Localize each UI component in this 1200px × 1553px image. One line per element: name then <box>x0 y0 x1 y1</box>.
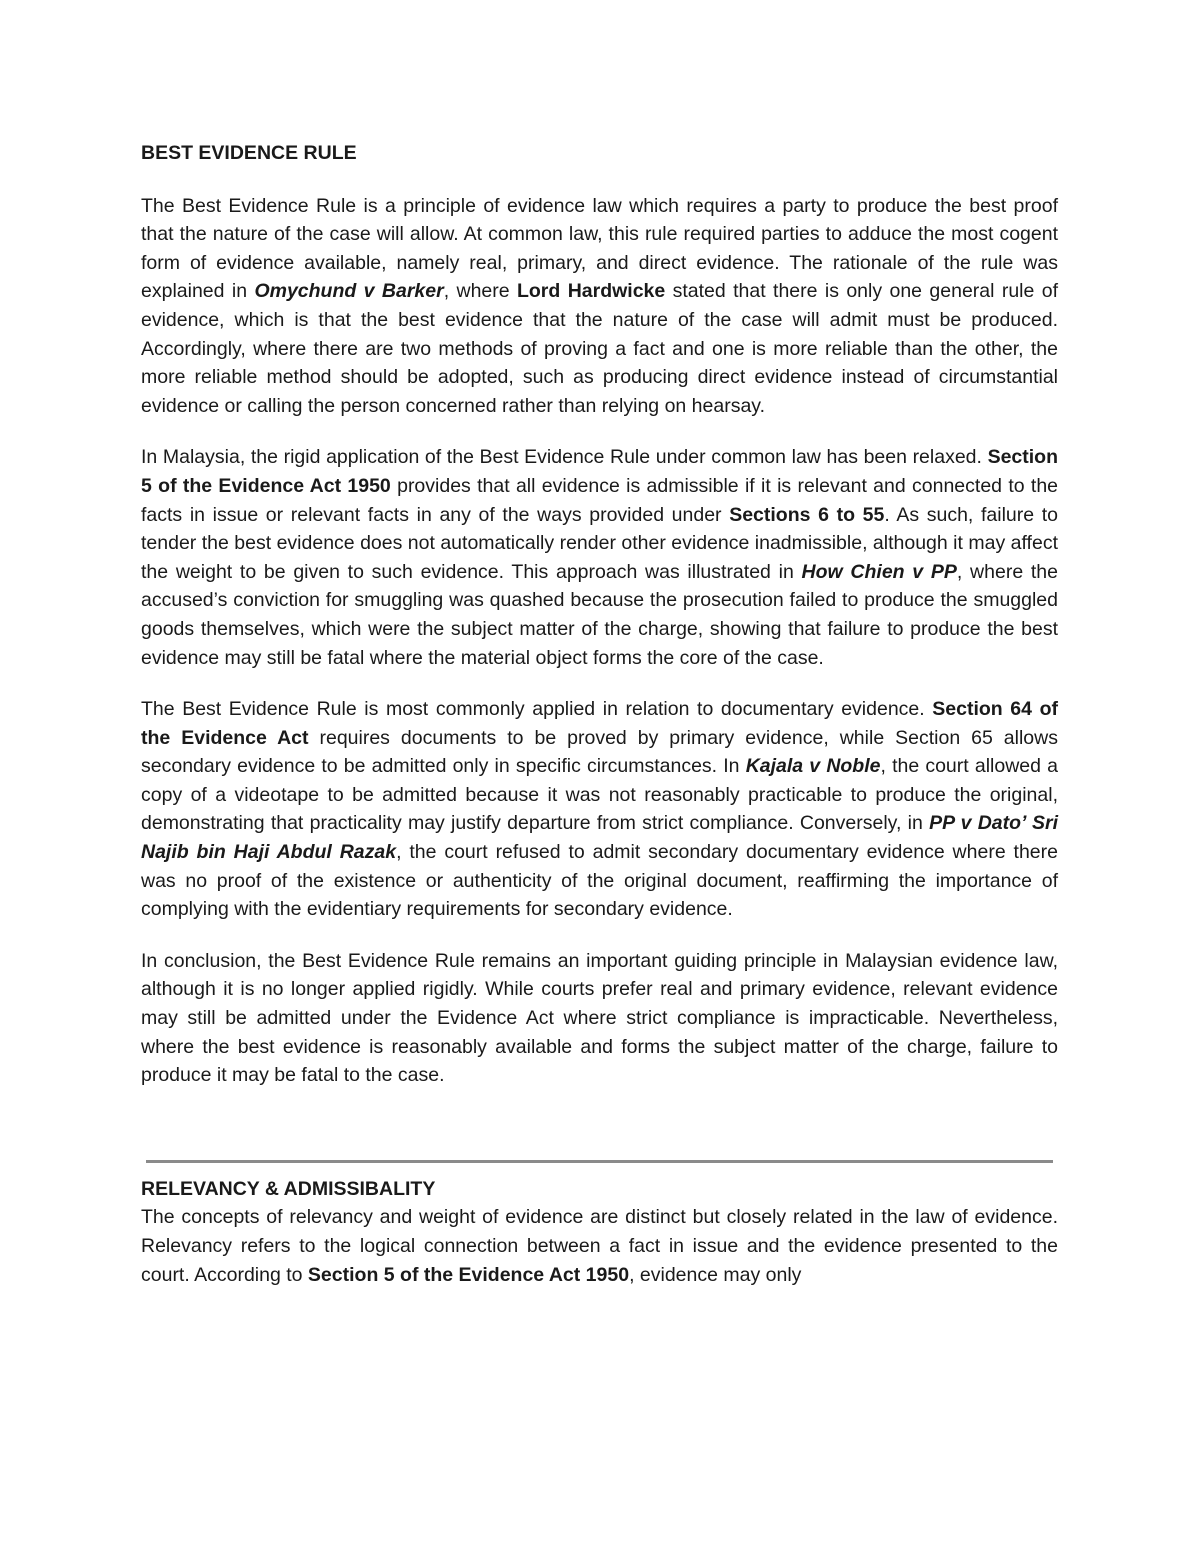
bold-lord-hardwicke: Lord Hardwicke <box>516 280 666 303</box>
text-run: In conclusion, the Best Evidence Rule remains an important guiding principle in Malaysian evidence law, although it is no longer applied rigidly. While courts prefer real and primary evidence, relevant evidence may still be admitted under the Evidence Act where strict compliance is impracticable. Nevertheless, where the best evidence is reasonably available and forms the subject matter of the charge, failure to produce it may be fatal to the case. <box>141 949 1058 1087</box>
case-name-kajala: Kajala v Noble <box>745 755 881 778</box>
paragraph-4 <box>141 947 1058 1090</box>
section-heading-relevancy: RELEVANCY & ADMISSIBALITY <box>141 1177 436 1200</box>
text-run: stated that there is only one general rule of evidence, which is that the best evidence that the nature of the case will admit must be produced. Accordingly, where there are two methods of proving a fact and one is more reliable than the other, the more reliable method should be adopted, such as producing direct evidence instead of circumstantial evidence or calling the person concerned rather than relying on hearsay. <box>141 280 1058 417</box>
case-name-how-chien: How Chien v PP <box>801 560 957 583</box>
text-run: , where <box>443 280 517 303</box>
text-run: The concepts of relevancy and weight of evidence are distinct but closely related in the law of evidence. Relevancy refers to the logical connection between a fact in issue and the evidence presented to the court. According to <box>141 1206 1058 1286</box>
text-run: The Best Evidence Rule is a principle of evidence law which requires a party to produce the best proof that the nature of the case will allow. At common law, this rule required parties to adduce the most cogent form of evidence available, namely real, primary, and direct evidence. The rationale of the rule was explained in <box>141 194 1058 303</box>
bold-section-64: Section 64 of the Evidence Act <box>141 698 1058 749</box>
paragraph-3 <box>141 695 1058 924</box>
text-run: The Best Evidence Rule is most commonly applied in relation to documentary evidence. <box>141 698 933 721</box>
text-run: , evidence may only <box>629 1263 802 1286</box>
text-run: . As such, failure to tender the best evidence does not automatically render other evidence inadmissible, although it may affect the weight to be given to such evidence. This approach was illustrated in <box>141 503 1058 583</box>
section-divider <box>146 1160 1053 1163</box>
text-run: In Malaysia, the rigid application of the Best Evidence Rule under common law has been relaxed. <box>141 446 988 469</box>
paragraph-5 <box>141 1203 1058 1289</box>
section-heading-best-evidence-rule: BEST EVIDENCE RULE <box>141 142 357 164</box>
bold-sections-6-55: Sections 6 to 55 <box>729 503 885 526</box>
text-run: requires documents to be proved by primary evidence, while Section 65 allows secondary evidence to be admitted only in specific circumstances. In <box>141 726 1058 778</box>
bold-section-5: Section 5 of the Evidence Act 1950 <box>307 1263 630 1286</box>
text-run: provides that all evidence is admissible if it is relevant and connected to the facts in issue or relevant facts in any of the ways provided under <box>141 474 1059 526</box>
document-page <box>141 139 1058 1289</box>
bold-section-5: Section 5 of the Evidence Act 1950 <box>141 446 1058 497</box>
case-name-najib: PP v Dato’ Sri Najib bin Haji Abdul Razak <box>141 812 1058 864</box>
text-run: , the court allowed a copy of a videotape to be admitted because it was not reasonably practicable to produce the original, demonstrating that practicality may justify departure from strict compliance. Conversely, in <box>141 755 1058 835</box>
paragraph-2 <box>141 443 1058 672</box>
text-run: , where the accused’s conviction for smuggling was quashed because the prosecution failed to produce the smuggled goods themselves, which were the subject matter of the charge, showing that failure to produce the best evidence may still be fatal where the material object forms the core of the case. <box>141 560 1058 669</box>
paragraph-1 <box>141 192 1058 421</box>
text-run: , the court refused to admit secondary documentary evidence where there was no proof of the existence or authenticity of the original document, reaffirming the importance of complying with the evidentiary requirements for secondary evidence. <box>141 841 1058 921</box>
case-name-omychund: Omychund v Barker <box>254 280 444 303</box>
